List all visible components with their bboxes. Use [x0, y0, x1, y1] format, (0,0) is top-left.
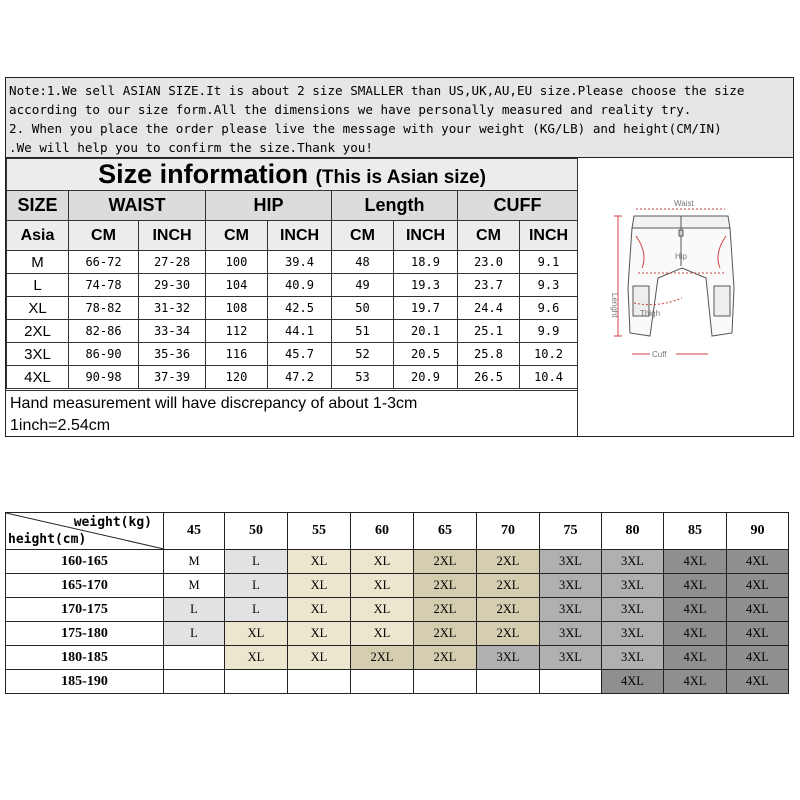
measure-cell: 108: [206, 297, 268, 320]
weight-header: 80: [602, 513, 664, 550]
fit-size-cell: 4XL: [664, 646, 727, 670]
fit-size-cell: XL: [288, 622, 351, 646]
fit-size-cell: L: [164, 598, 225, 622]
shorts-diagram: [577, 158, 793, 436]
size-cell: XL: [7, 297, 69, 320]
weight-header: 65: [414, 513, 477, 550]
fit-size-cell: XL: [351, 574, 414, 598]
fit-size-cell: 3XL: [540, 574, 602, 598]
fit-size-cell: 4XL: [727, 670, 789, 694]
measure-cell: 19.3: [394, 274, 458, 297]
measure-cell: 19.7: [394, 297, 458, 320]
header-cuff: CUFF: [458, 191, 578, 221]
subheader: Asia: [7, 221, 69, 251]
fit-size-cell: XL: [288, 646, 351, 670]
fit-row: [6, 646, 789, 670]
fit-size-cell: XL: [351, 598, 414, 622]
weight-header: 55: [288, 513, 351, 550]
fit-size-cell: 2XL: [414, 550, 477, 574]
fit-size-cell: 4XL: [602, 670, 664, 694]
header-waist: WAIST: [69, 191, 206, 221]
subheader: CM: [458, 221, 520, 251]
label-thigh: Thigh: [640, 309, 661, 318]
weight-header: 50: [225, 513, 288, 550]
fit-size-cell: [477, 670, 540, 694]
label-waist: Waist: [674, 199, 694, 208]
header-length: Length: [332, 191, 458, 221]
height-axis-label: height(cm): [8, 532, 87, 547]
measure-cell: 9.3: [520, 274, 578, 297]
fit-size-cell: 4XL: [727, 574, 789, 598]
fit-size-cell: XL: [225, 622, 288, 646]
weight-header: 60: [351, 513, 414, 550]
size-row: [7, 320, 578, 343]
fit-size-cell: 2XL: [477, 574, 540, 598]
size-cell: L: [7, 274, 69, 297]
height-cell: 165-170: [6, 574, 164, 598]
measure-cell: 9.6: [520, 297, 578, 320]
weight-header: 70: [477, 513, 540, 550]
subheader: INCH: [139, 221, 206, 251]
label-hip: Hip: [675, 252, 688, 261]
measure-cell: 39.4: [268, 251, 332, 274]
measure-cell: 26.5: [458, 366, 520, 389]
measure-cell: 47.2: [268, 366, 332, 389]
fit-size-cell: L: [225, 550, 288, 574]
fit-table: [5, 512, 789, 694]
measure-cell: 33-34: [139, 320, 206, 343]
fit-size-cell: 3XL: [477, 646, 540, 670]
measure-cell: 53: [332, 366, 394, 389]
measure-cell: 51: [332, 320, 394, 343]
fit-size-cell: 4XL: [727, 598, 789, 622]
fit-size-cell: 4XL: [664, 670, 727, 694]
fit-size-cell: 3XL: [602, 550, 664, 574]
fit-size-cell: 4XL: [727, 550, 789, 574]
size-note: [6, 78, 793, 158]
measure-cell: 120: [206, 366, 268, 389]
fit-size-cell: 3XL: [540, 622, 602, 646]
measure-cell: 23.7: [458, 274, 520, 297]
header-size: SIZE: [7, 191, 69, 221]
fit-corner: [6, 513, 164, 550]
fit-size-cell: 2XL: [477, 598, 540, 622]
measure-cell: 82-86: [69, 320, 139, 343]
fit-size-cell: 2XL: [477, 550, 540, 574]
measure-cell: 31-32: [139, 297, 206, 320]
fit-size-cell: 2XL: [414, 622, 477, 646]
height-cell: 185-190: [6, 670, 164, 694]
size-row: [7, 274, 578, 297]
measure-cell: 25.8: [458, 343, 520, 366]
fit-size-cell: 3XL: [540, 598, 602, 622]
height-cell: 175-180: [6, 622, 164, 646]
size-row: [7, 366, 578, 389]
fit-size-cell: 3XL: [540, 550, 602, 574]
label-cuff: Cuff: [652, 350, 667, 359]
fit-size-cell: 2XL: [477, 622, 540, 646]
measure-cell: 90-98: [69, 366, 139, 389]
note-line: Note:1.We sell ASIAN SIZE.It is about 2 size SMALLER than US,UK,AU,EU size.Please choose the size: [9, 83, 745, 98]
fit-size-cell: 2XL: [414, 646, 477, 670]
height-cell: 160-165: [6, 550, 164, 574]
fit-size-cell: XL: [351, 622, 414, 646]
measure-cell: 50: [332, 297, 394, 320]
measure-cell: 66-72: [69, 251, 139, 274]
subheader: INCH: [520, 221, 578, 251]
fit-size-cell: L: [225, 598, 288, 622]
fit-size-cell: [540, 670, 602, 694]
fit-size-cell: M: [164, 574, 225, 598]
weight-axis-label: weight(kg): [73, 515, 152, 530]
subheader: CM: [332, 221, 394, 251]
fit-size-cell: [288, 670, 351, 694]
size-row: [7, 297, 578, 320]
measure-cell: 27-28: [139, 251, 206, 274]
measure-cell: 10.4: [520, 366, 578, 389]
measure-cell: 45.7: [268, 343, 332, 366]
fit-size-cell: XL: [288, 574, 351, 598]
size-footnote: [6, 390, 577, 436]
fit-size-cell: [351, 670, 414, 694]
fit-size-cell: XL: [288, 598, 351, 622]
height-cell: 180-185: [6, 646, 164, 670]
size-table-title: [7, 159, 578, 191]
fit-size-cell: 3XL: [540, 646, 602, 670]
note-line: according to our size form.All the dimensions we have personally measured and reality try.: [9, 102, 692, 117]
header-hip: HIP: [206, 191, 332, 221]
fit-row: [6, 670, 789, 694]
fit-chart: [5, 512, 789, 694]
fit-size-cell: 2XL: [351, 646, 414, 670]
fit-size-cell: 4XL: [727, 622, 789, 646]
measure-cell: 52: [332, 343, 394, 366]
measure-cell: 112: [206, 320, 268, 343]
fit-size-cell: 3XL: [602, 598, 664, 622]
fit-size-cell: 4XL: [664, 622, 727, 646]
size-info-panel: [5, 77, 794, 437]
measure-cell: 78-82: [69, 297, 139, 320]
weight-header: 45: [164, 513, 225, 550]
fit-size-cell: 3XL: [602, 622, 664, 646]
measure-cell: 86-90: [69, 343, 139, 366]
measure-cell: 10.2: [520, 343, 578, 366]
subheader: INCH: [394, 221, 458, 251]
fit-size-cell: XL: [288, 550, 351, 574]
measure-cell: 40.9: [268, 274, 332, 297]
fit-size-cell: L: [225, 574, 288, 598]
fit-row: [6, 574, 789, 598]
measure-cell: 74-78: [69, 274, 139, 297]
fit-row: [6, 622, 789, 646]
note-line: 2. When you place the order please live the message with your weight (KG/LB) and height(CM/IN): [9, 121, 722, 136]
size-table: [6, 158, 578, 389]
fit-size-cell: [225, 670, 288, 694]
measure-cell: 9.1: [520, 251, 578, 274]
size-cell: M: [7, 251, 69, 274]
shorts-illustration: [578, 158, 792, 436]
measure-cell: 20.5: [394, 343, 458, 366]
fit-size-cell: [164, 646, 225, 670]
footnote-inch: 1inch=2.54cm: [10, 417, 111, 434]
fit-size-cell: 3XL: [602, 646, 664, 670]
measure-cell: 25.1: [458, 320, 520, 343]
subheader: CM: [69, 221, 139, 251]
measure-cell: 42.5: [268, 297, 332, 320]
fit-row: [6, 550, 789, 574]
fit-size-cell: L: [164, 622, 225, 646]
measure-cell: 48: [332, 251, 394, 274]
title-main: Size information: [98, 159, 309, 189]
title-sub: (This is Asian size): [315, 167, 486, 188]
fit-size-cell: 4XL: [727, 646, 789, 670]
fit-size-cell: 3XL: [602, 574, 664, 598]
fit-size-cell: 2XL: [414, 598, 477, 622]
measure-cell: 23.0: [458, 251, 520, 274]
size-cell: 2XL: [7, 320, 69, 343]
fit-size-cell: XL: [351, 550, 414, 574]
footnote-discrepancy: Hand measurement will have discrepancy of about 1-3cm: [10, 395, 418, 412]
fit-size-cell: 4XL: [664, 598, 727, 622]
note-line: .We will help you to confirm the size.Thank you!: [9, 140, 373, 155]
measure-cell: 49: [332, 274, 394, 297]
fit-size-cell: 4XL: [664, 550, 727, 574]
measure-cell: 104: [206, 274, 268, 297]
measure-cell: 100: [206, 251, 268, 274]
fit-size-cell: XL: [225, 646, 288, 670]
size-cell: 3XL: [7, 343, 69, 366]
fit-size-cell: 2XL: [414, 574, 477, 598]
height-cell: 170-175: [6, 598, 164, 622]
fit-size-cell: [414, 670, 477, 694]
subheader: CM: [206, 221, 268, 251]
size-table-wrapper: [6, 158, 577, 390]
measure-cell: 44.1: [268, 320, 332, 343]
fit-size-cell: 4XL: [664, 574, 727, 598]
measure-cell: 37-39: [139, 366, 206, 389]
measure-cell: 18.9: [394, 251, 458, 274]
measure-cell: 116: [206, 343, 268, 366]
size-cell: 4XL: [7, 366, 69, 389]
measure-cell: 20.9: [394, 366, 458, 389]
weight-header: 75: [540, 513, 602, 550]
measure-cell: 29-30: [139, 274, 206, 297]
fit-row: [6, 598, 789, 622]
fit-size-cell: [164, 670, 225, 694]
measure-cell: 9.9: [520, 320, 578, 343]
measure-cell: 20.1: [394, 320, 458, 343]
size-row: [7, 251, 578, 274]
measure-cell: 24.4: [458, 297, 520, 320]
label-length: Lenght: [610, 293, 619, 318]
measure-cell: 35-36: [139, 343, 206, 366]
subheader: INCH: [268, 221, 332, 251]
fit-size-cell: M: [164, 550, 225, 574]
weight-header: 85: [664, 513, 727, 550]
size-row: [7, 343, 578, 366]
weight-header: 90: [727, 513, 789, 550]
